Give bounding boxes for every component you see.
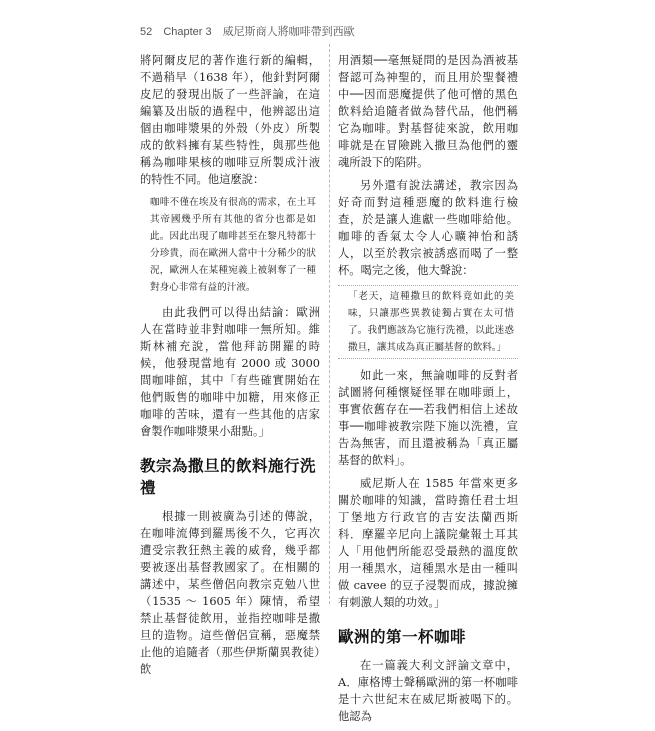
- paragraph: 將阿爾皮尼的著作進行新的編輯，不過稍早（1638 年），他針對阿爾皮尼的發現出版了一些評論，在這編纂及出版的過程中，他辨認出這個由咖啡漿果的外殼（外皮）所製成的飲料擁有某些特性，與那些他稱為咖啡果核的咖啡豆所製成汁液的特性不同。他這麼說：: [140, 54, 320, 186]
- paragraph: 如此一來，無論咖啡的反對者試圖將何種懷疑怪罪在咖啡頭上，事實依舊存在──若我們相信上述故事──咖啡被教宗陛下施以洗禮，宣告為無害，而且還被稱為「真正屬基督的飲料」。: [338, 369, 518, 467]
- paragraph: 另外還有說法講述，教宗因為好奇而對這種惡魔的飲料進行檢查，於是讓人進獻一些咖啡給他。咖啡的香氣太令人心曠神怡和誘人，以至於教宗被誘惑而喝了一整杯。喝完之後，他大聲說：: [338, 179, 518, 277]
- left-column: [140, 52, 320, 684]
- page-number: 52: [140, 26, 153, 38]
- paragraph: 用酒類──毫無疑問的是因為酒被基督認可為神聖的，而且用於聖餐禮中──因而惡魔提供了他可憎的黑色飲料給追隨者做為替代品，他們稱它為咖啡。對基督徒來說，飲用咖啡就是在冒險跳入撒旦為他們的靈魂所設下的陷阱。: [338, 54, 518, 169]
- chapter-label: Chapter 3: [163, 26, 212, 38]
- running-header: [140, 23, 363, 39]
- paragraph: 威尼斯人在 1585 年當來更多關於咖啡的知識，當時擔任君士坦丁堡地方行政官的吉安法蘭西斯科．摩羅辛尼向上議院彙報土耳其人「用他們所能忍受最熱的溫度飲用一種黑水，這種黑水是由一種叫做 cavee 的豆子浸製而成，據說擁有刺激人類的功效。」: [338, 477, 518, 609]
- block-quote: 咖啡不僅在埃及有很高的需求，在土耳其帝國幾乎所有其他的省分也都是如此。因此出現了咖啡甚至在黎凡特都十分珍貴，而在歐洲人當中十分稀少的狀況，歐洲人在某種宛義上被剝奪了一種對身心非常有益的汁液。: [150, 197, 316, 293]
- paragraph: 由此我們可以得出結論：歐洲人在當時並非對咖啡一無所知。維斯林補充說，當他拜訪開羅的時候，他發現當地有 2000 或 3000 間咖啡館，其中「有些確實開始在他們販售的咖啡中加糖，用來修正咖啡的苦味，還有一些其他的店家會製作咖啡漿果小甜點。」: [140, 306, 320, 438]
- section-heading: 歐洲的第一杯咖啡: [338, 628, 467, 646]
- block-quote: 「老天，這種撒旦的飲料竟如此的美味，只讓那些異教徒獨占實在太可惜了。我們應該為它施行洗禮，以此迷惑撒旦，讓其成為真正屬基督的飲料。」: [338, 285, 518, 359]
- paragraph: 根據一則被廣為引述的傳說，在咖啡流傳到羅馬後不久，它再次遭受宗教狂熱主義的威脅，幾乎都要被逐出基督教國家了。在相關的講述中，某些僧侶向教宗克勉八世（1535 ～ 1605 年）陳情，希望禁止基督徒飲用，並指控咖啡是撒旦的造物。這些僧侶宣稱，惡魔禁止他的追隨者（那些伊斯蘭異教徒）飲: [140, 510, 320, 676]
- right-column: [338, 52, 518, 731]
- column-divider: [329, 44, 331, 604]
- paragraph: 在一篇義大利文評論文章中，A．庫格博士聲稱歐洲的第一杯咖啡是十六世紀末在威尼斯被喝下的。他認為: [338, 659, 518, 723]
- chapter-title: 威尼斯商人將咖啡帶到西歐: [222, 26, 355, 38]
- section-heading: 教宗為撒旦的飲料施行洗禮: [140, 457, 317, 497]
